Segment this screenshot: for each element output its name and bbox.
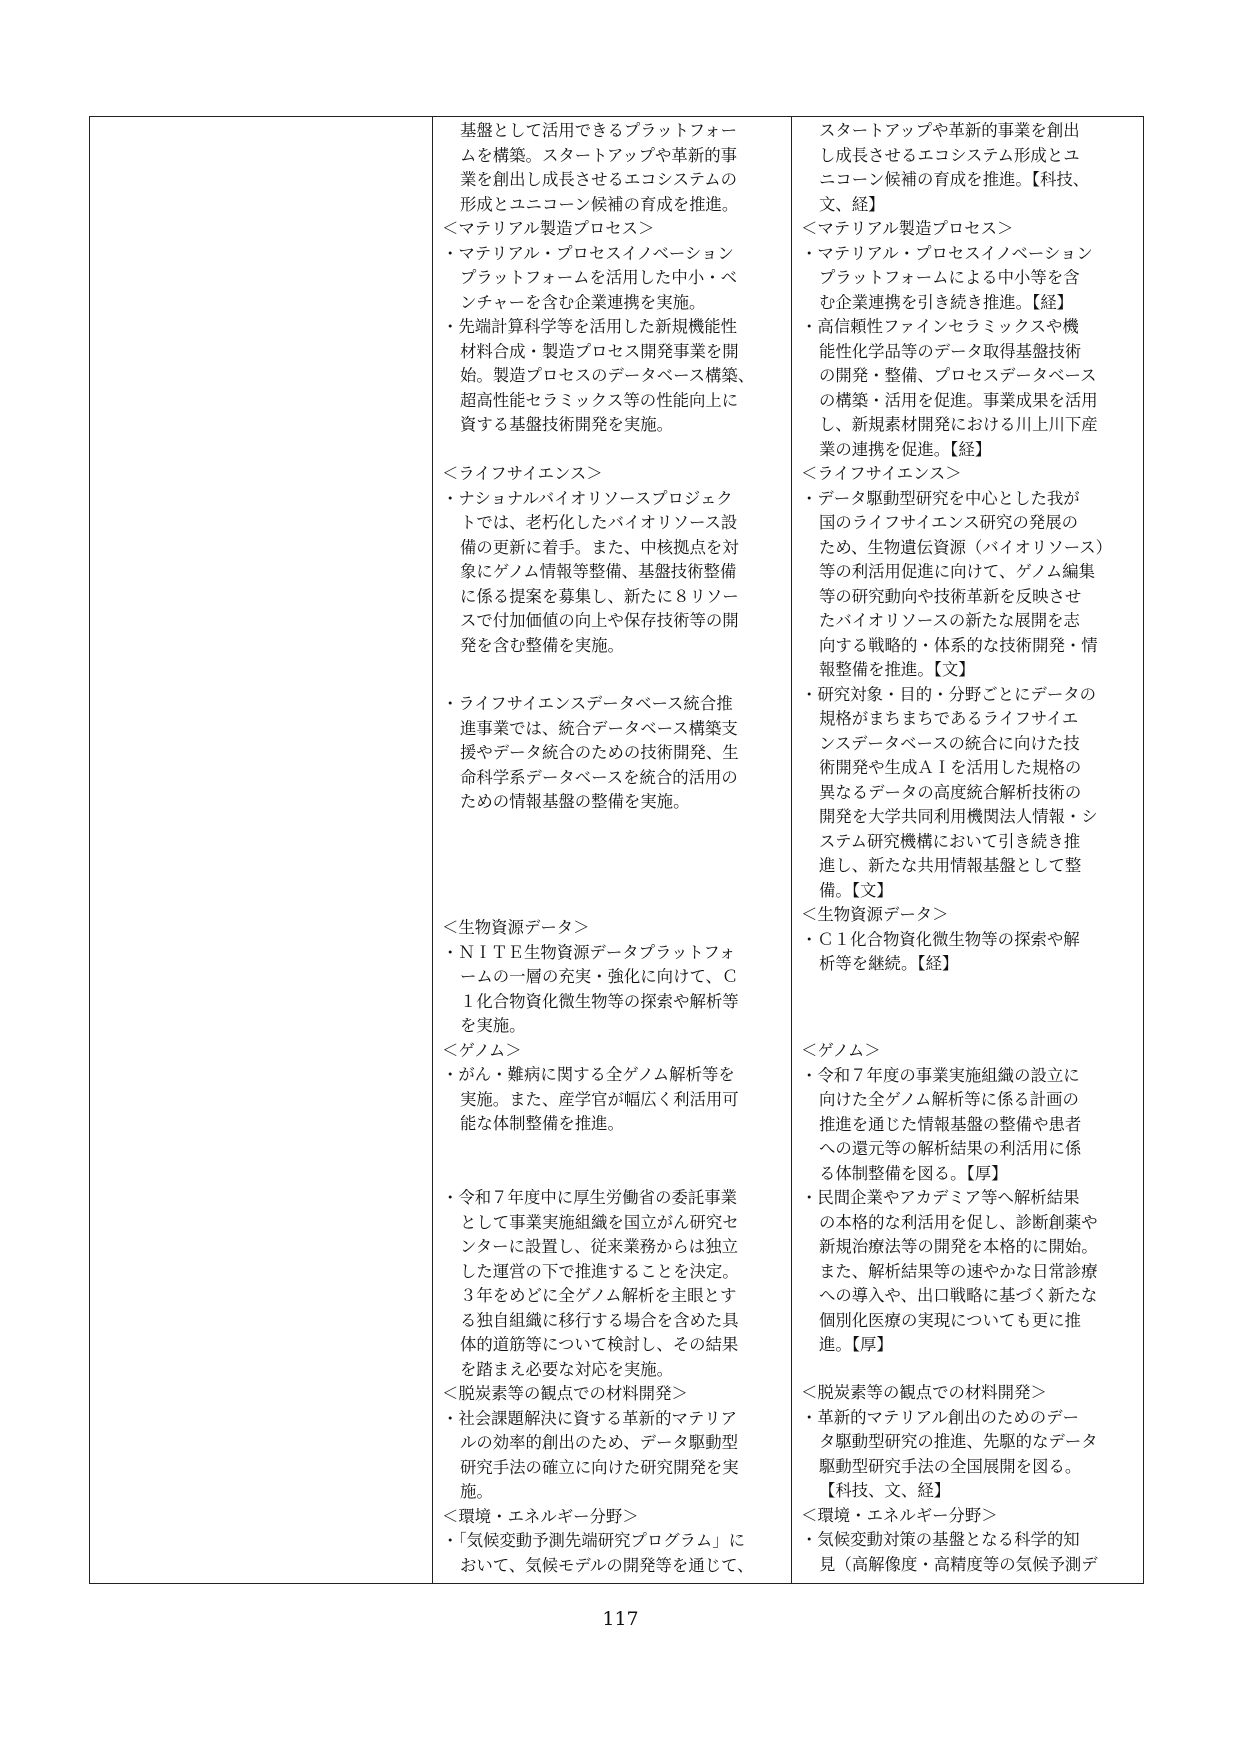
text-line: 体的道筋等について検討し、その結果 [460,1335,739,1354]
text-line: ・マテリアル・プロセスイノベーション [442,243,734,263]
text-line: 始。製造プロセスのデータベース構築、 [460,366,755,385]
text-line: 等の研究動向や技術革新を反映させ [819,586,1082,606]
text-line: ・研究対象・目的・分野ごとにデータの [801,684,1097,704]
text-line: 備。【文】 [819,880,893,900]
text-line: タ駆動型研究の推進、先駆的なデータ [819,1432,1098,1451]
text-line: また、解析結果等の速やかな日常診療 [819,1261,1098,1281]
text-line: ３年をめどに全ゲノム解析を主眼とす [460,1286,737,1305]
text-line: 備の更新に着手。また、中核拠点を対 [460,537,739,557]
section-heading: ＜ライフサイエンス＞ [442,464,603,483]
text-line: に係る提案を募集し、新たに８リソー [460,586,739,606]
col2-block [442,916,779,1137]
text-line: 駆動型研究手法の全国展開を図る。 [819,1456,1082,1476]
text-line: ・民間企業やアカデミア等へ解析結果 [801,1188,1080,1207]
text-line: プラットフォームを活用した中小・ベ [460,268,737,287]
text-line: 材料合成・製造プロセス開発事業を開 [460,341,739,361]
text-line: る体制整備を図る。【厚】 [819,1163,1008,1183]
text-line: 報整備を推進。【文】 [819,660,975,679]
text-line: 研究手法の確立に向けた研究開発を実 [460,1457,739,1477]
text-line: への導入や、出口戦略に基づく新たな [819,1286,1098,1305]
text-line: ンチャーを含む企業連携を実施。 [460,292,706,312]
text-line: 命科学系データベースを統合的活用の [460,767,738,787]
text-line: 基盤として活用できるプラットフォー [460,121,737,140]
text-line: 開発を大学共同利用機関法人情報・シ [819,807,1098,826]
text-line: 発を含む整備を実施。 [460,635,624,655]
text-line: 能性化学品等のデータ取得基盤技術 [819,341,1082,361]
text-line: 施。 [460,1482,493,1501]
text-line: ・マテリアル・プロセスイノベーション [801,243,1093,263]
text-line: 進。【厚】 [819,1335,893,1354]
text-line: スで付加価値の向上や保存技術等の開 [460,611,739,630]
text-line: 等の利活用促進に向けて、ゲノム編集 [819,562,1096,581]
text-line: む企業連携を引き続き推進。【経】 [819,292,1074,312]
text-line: 新規治療法等の開発を本格的に開始。 [819,1237,1098,1256]
text-line: 規格がまちまちであるライフサイエ [819,709,1079,728]
page-number: 117 [602,1608,639,1630]
text-line: 向する戦略的・体系的な技術開発・情 [819,635,1098,655]
text-line: おいて、気候モデルの開発等を通じて、 [460,1555,754,1575]
text-line: 超高性能セラミックス等の性能向上に [460,390,739,410]
section-heading: ＜マテリアル製造プロセス＞ [442,219,655,238]
text-line: ・令和７年度中に厚生労働省の委託事業 [442,1188,738,1207]
text-line: たバイオリソースの新たな展開を志 [819,611,1080,630]
text-line: トでは、老朽化したバイオリソース設 [460,513,738,532]
text-line: ンターに設置し、従来業務からは独立 [460,1237,738,1256]
text-line: スタートアップや革新的事業を創出 [819,121,1080,140]
text-line: 能な体制整備を推進。 [460,1114,624,1133]
text-line: 推進を通じた情報基盤の整備や患者 [819,1114,1082,1134]
text-line: 国のライフサイエンス研究の発展の [819,513,1078,532]
policy-table [89,116,1144,1584]
section-heading: ＜ゲノム＞ [442,1040,522,1060]
text-line: 【科技、文、経】 [819,1481,951,1500]
text-line: る独自組織に移行する場合を含めた具 [460,1310,739,1330]
text-line: 文、経】 [819,194,885,214]
section-heading: ＜ライフサイエンス＞ [801,464,962,483]
text-line: し、新規素材開発における川上川下産 [819,415,1098,434]
text-line: 進し、新たな共用情報基盤として整 [819,856,1082,875]
text-line: 進事業では、統合データベース構築支 [460,718,738,738]
section-heading: ＜マテリアル製造プロセス＞ [801,219,1014,238]
text-line: 形成とユニコーン候補の育成を推進。 [460,194,739,214]
col3-block [801,119,1135,977]
text-line: ニコーン候補の育成を推進。【科技、 [819,170,1090,189]
text-line: 向けた全ゲノム解析等に係る計画の [819,1090,1079,1109]
text-line: ・ＮＩＴＥ生物資源データプラットフォ [442,942,736,962]
text-line: ステム研究機構において引き続き推 [819,831,1081,851]
text-line: ための情報基盤の整備を実施。 [460,792,690,811]
text-line: 異なるデータの高度統合解析技術の [819,782,1082,802]
col3-block [801,1381,1135,1577]
text-line: 見（高解像度・高精度等の気候予測デ [819,1554,1098,1574]
text-line: ・データ駆動型研究を中心とした我が [801,488,1080,508]
text-line: ルの効率的創出のため、データ駆動型 [460,1433,738,1452]
section-heading: ＜環境・エネルギー分野＞ [801,1505,998,1525]
text-line: ンスデータベースの統合に向けた技 [819,733,1080,753]
section-heading: ＜ゲノム＞ [801,1041,881,1060]
text-line: 象にゲノム情報等整備、基盤技術整備 [460,562,737,581]
text-line: ・革新的マテリアル創出のためのデー [801,1407,1079,1427]
text-line: 資する基盤技術開発を実施。 [460,415,674,434]
text-line: の本格的な利活用を促し、診断創薬や [819,1212,1098,1232]
text-line: ・がん・難病に関する全ゲノム解析等を [442,1065,735,1084]
text-line: ・気候変動対策の基盤となる科学的知 [801,1530,1080,1549]
text-line: 援やデータ統合のための技術開発、生 [460,743,739,762]
text-line: 個別化医療の実現についても更に推 [819,1310,1081,1330]
text-line: 実施。また、産学官が幅広く利活用可 [460,1089,739,1109]
text-line: ・ナショナルバイオリソースプロジェク [442,488,733,508]
column-divider-2 [791,117,792,1583]
text-line: ・社会課題解決に資する革新的マテリア [442,1408,738,1428]
text-line: 業を創出し成長させるエコシステムの [460,170,737,189]
text-line: 析等を継続。【経】 [819,954,959,973]
column-divider-1 [432,117,433,1583]
text-line: の構築・活用を促進。事業成果を活用 [819,390,1098,410]
text-line: を踏まえ必要な対応を実施。 [460,1359,674,1379]
text-line: を実施。 [460,1016,526,1035]
text-line: 業の連携を促進。【経】 [819,439,992,459]
text-line: ・「気候変動予測先端研究プログラム」に [442,1531,746,1550]
text-line: プラットフォームによる中小等を含 [819,268,1080,287]
text-line: ・Ｃ１化合物資化微生物等の探索や解 [801,929,1080,949]
text-line: ため、生物遺伝資源（バイオリソース） [819,537,1113,557]
col3-block [801,1039,1135,1358]
text-line: ・先端計算科学等を活用した新規機能性 [442,317,738,336]
text-line: への還元等の解析結果の利活用に係 [819,1139,1082,1158]
text-line: ・令和７年度の事業実施組織の設立に [801,1065,1080,1085]
col2-block [442,1186,779,1578]
text-line: ムを構築。スタートアップや革新的事 [460,145,737,165]
col2-block [442,692,779,815]
text-line: ・ライフサイエンスデータベース統合推 [442,694,733,713]
text-line: 術開発や生成ＡＩを活用した規格の [819,758,1082,777]
text-line: し成長させるエコシステム形成とユ [819,145,1080,165]
section-heading: ＜脱炭素等の観点での材料開発＞ [442,1384,688,1403]
section-heading: ＜生物資源データ＞ [801,905,949,924]
text-line: した運営の下で推進することを決定。 [460,1261,739,1281]
col2-block [442,119,779,438]
text-line: ームの一層の充実・強化に向けて、Ｃ [460,967,739,986]
section-heading: ＜生物資源データ＞ [442,918,590,937]
text-line: の開発・整備、プロセスデータベース [819,366,1097,385]
text-line: １化合物資化微生物等の探索や解析等 [460,991,739,1011]
col2-block [442,462,779,658]
text-line: ・高信頼性ファインセラミックスや機 [801,317,1079,336]
section-heading: ＜脱炭素等の観点での材料開発＞ [801,1383,1047,1402]
section-heading: ＜環境・エネルギー分野＞ [442,1506,639,1526]
text-line: として事業実施組織を国立がん研究セ [460,1212,739,1232]
